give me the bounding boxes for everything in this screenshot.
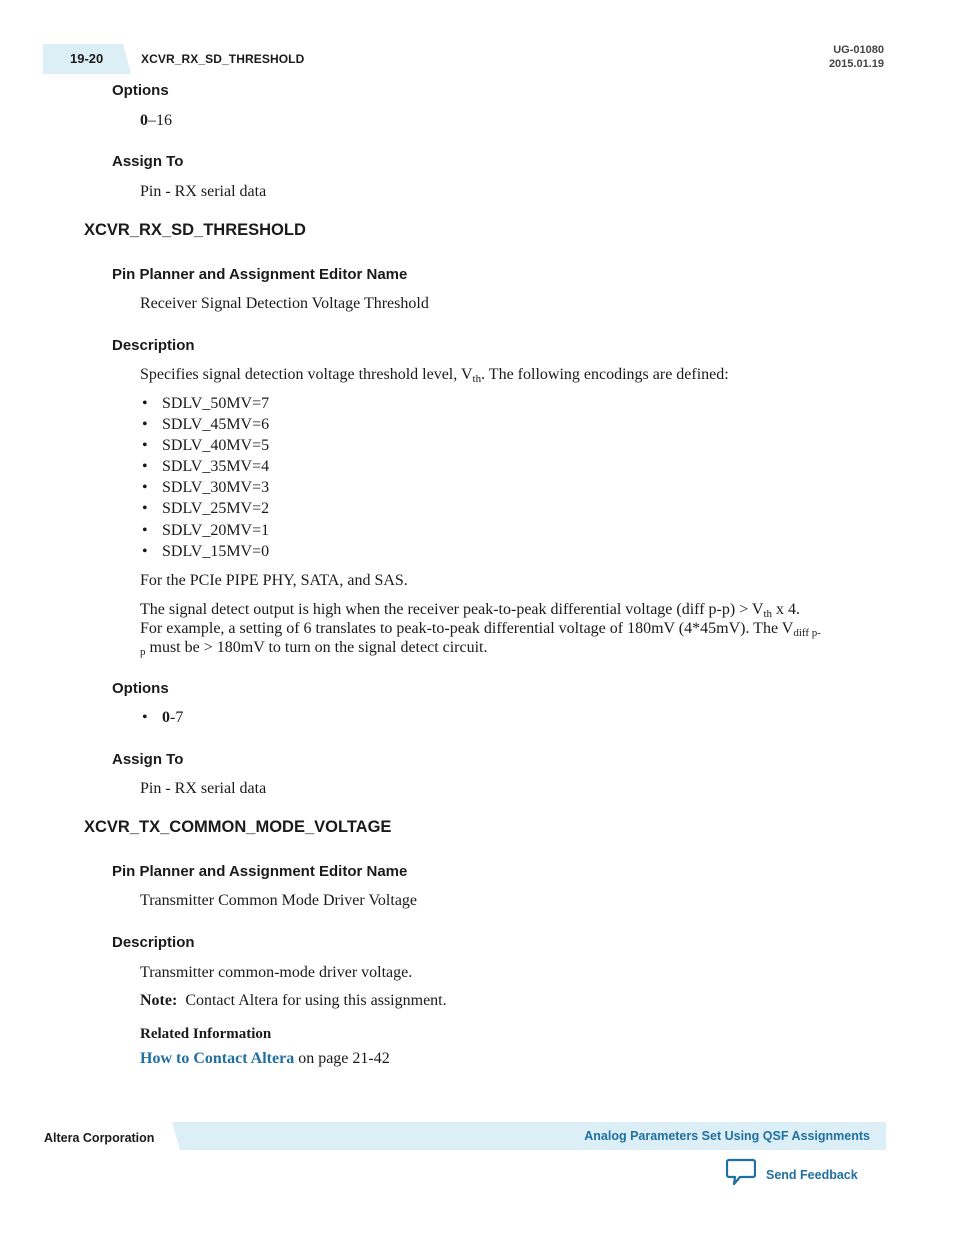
related-information-heading: Related Information: [140, 1026, 272, 1042]
prev-assign-value: Pin - RX serial data: [140, 183, 267, 200]
signal-subscript-th: th: [763, 608, 773, 620]
signal-detect-paragraph: [140, 600, 870, 657]
prev-assign-heading: Assign To: [112, 153, 184, 170]
desc-intro-text-end: . The following encodings are defined:: [481, 366, 729, 383]
list-item: • SDLV_25MV=2: [140, 499, 269, 520]
speech-bubble-icon: [726, 1158, 756, 1191]
description-heading: Description: [112, 337, 195, 354]
section-title-rx-sd-threshold: XCVR_RX_SD_THRESHOLD: [84, 221, 306, 239]
list-item: • SDLV_20MV=1: [140, 521, 269, 542]
send-feedback-button[interactable]: [726, 1158, 858, 1191]
prev-options-heading: Options: [112, 82, 169, 99]
description-intro: [140, 365, 729, 384]
note-label: Note:: [140, 992, 178, 1009]
options-list: [140, 708, 183, 729]
pin-planner-value-2: Transmitter Common Mode Driver Voltage: [140, 892, 418, 909]
pin-planner-heading-2: Pin Planner and Assignment Editor Name: [112, 863, 408, 880]
section-title-tx-common-mode: XCVR_TX_COMMON_MODE_VOLTAGE: [84, 818, 392, 836]
running-title: XCVR_RX_SD_THRESHOLD: [141, 52, 305, 66]
signal-text-1: The signal detect output is high when the receiver peak-to-peak differential voltage (diff p-p) > V: [140, 601, 764, 618]
assign-value: Pin - RX serial data: [140, 780, 267, 797]
signal-text-2: x 4.: [772, 601, 801, 618]
list-item: • SDLV_50MV=7: [140, 394, 269, 415]
doc-id-block: [829, 43, 884, 71]
note-text: Contact Altera for using this assignment.: [185, 992, 447, 1009]
how-to-contact-altera-link[interactable]: How to Contact Altera: [140, 1050, 295, 1067]
list-item: • SDLV_40MV=5: [140, 436, 269, 457]
page-number: 19-20: [70, 51, 104, 66]
pin-planner-heading: Pin Planner and Assignment Editor Name: [112, 266, 408, 283]
encoding-list: [140, 394, 269, 563]
signal-subscript-p: p: [140, 646, 146, 658]
related-link-suffix: on page 21-42: [294, 1050, 390, 1067]
prev-options-value-rest: –16: [148, 112, 172, 129]
footer-company: Altera Corporation: [44, 1131, 155, 1145]
note: [140, 991, 447, 1010]
option-bold: 0: [162, 709, 170, 726]
desc-intro-subscript: th: [472, 373, 482, 385]
send-feedback-label: Send Feedback: [766, 1167, 858, 1182]
pcie-note: For the PCIe PIPE PHY, SATA, and SAS.: [140, 572, 408, 589]
option-rest: -7: [170, 709, 184, 726]
list-item: • SDLV_15MV=0: [140, 542, 269, 563]
description-value-2: Transmitter common-mode driver voltage.: [140, 964, 413, 981]
list-item: • SDLV_45MV=6: [140, 415, 269, 436]
prev-options-value-bold: 0: [140, 112, 148, 129]
signal-text-4: must be > 180mV to turn on the signal detect circuit.: [145, 639, 488, 656]
options-heading: Options: [112, 680, 169, 697]
assign-heading: Assign To: [112, 751, 184, 768]
pin-planner-value: Receiver Signal Detection Voltage Threshold: [140, 295, 429, 312]
doc-id: UG-01080: [833, 44, 884, 56]
related-link-line: [140, 1049, 390, 1068]
list-item: • SDLV_35MV=4: [140, 457, 269, 478]
description-heading-2: Description: [112, 934, 195, 951]
signal-subscript-diff: diff p-: [793, 627, 821, 639]
list-item: [140, 708, 183, 729]
doc-date: 2015.01.19: [828, 58, 884, 70]
list-item: • SDLV_30MV=3: [140, 478, 269, 499]
signal-text-3: For example, a setting of 6 translates to peak-to-peak differential voltage of 180mV (4*45mV). The V: [140, 620, 794, 637]
desc-intro-text: Specifies signal detection voltage threshold level, V: [140, 366, 473, 383]
chapter-link[interactable]: Analog Parameters Set Using QSF Assignments: [584, 1129, 870, 1143]
prev-options-value: [140, 111, 172, 130]
